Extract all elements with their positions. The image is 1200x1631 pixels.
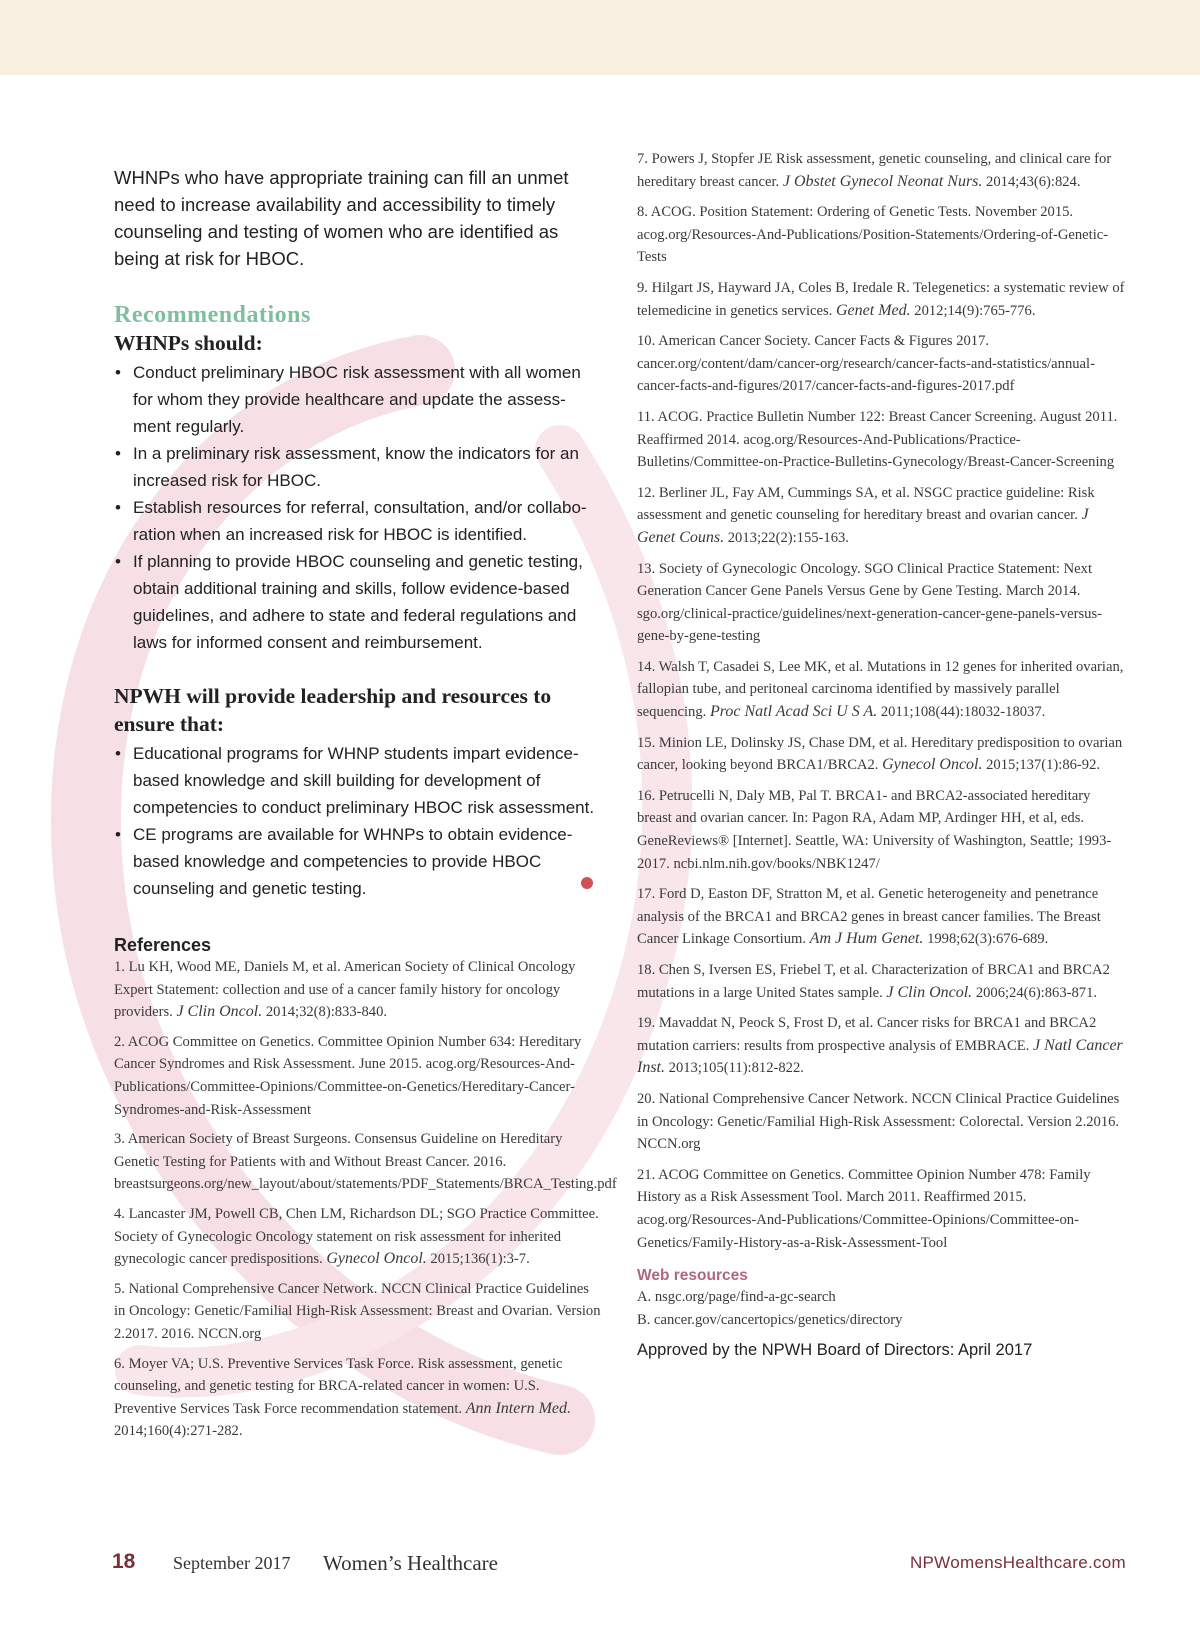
reference-item: 12. Berliner JL, Fay AM, Cummings SA, et al. NSGC practice guideline: Risk assessment and genetic counseling for hereditary breast and ovarian cancer. J Genet Couns. 2013;22(2):155-163.	[637, 484, 1095, 546]
reference-item: 9. Hilgart JS, Hayward JA, Coles B, Iredale R. Telegenetics: a systematic review of telemedicine in genetics services. Genet Med. 2012;14(9):765-776.	[637, 279, 1125, 319]
reference-item: 18. Chen S, Iversen ES, Friebel T, et al. Characterization of BRCA1 and BRCA2 mutations in a large United States sample. J Clin Oncol. 2006;24(6):863-871.	[637, 962, 1110, 1001]
approval-note: Approved by the NPWH Board of Directors: April 2017	[637, 1341, 1033, 1360]
web-resources-heading: Web resources	[637, 1267, 748, 1285]
web-resource-link[interactable]: A. nsgc.org/page/find-a-gc-search	[637, 1289, 836, 1306]
right-column	[637, 148, 1127, 1360]
references-list-right	[637, 148, 1127, 1254]
references-heading: References	[114, 935, 212, 955]
reference-item: 17. Ford D, Easton DF, Stratton M, et al. Genetic heterogeneity and penetrance analysis of the BRCA1 and BRCA2 genes in breast cancer families. The Breast Cancer Linkage Consortium. Am J Hum Genet. 1998;62(3):676-689.	[637, 886, 1101, 948]
list-item: • If planning to provide HBOC counseling and genetic testing, obtain additional training and skills, follow evidence-based guidelines, and adhere to state and federal regulations and laws for informed consent and reimbursement.	[115, 552, 583, 652]
page-footer	[0, 1550, 1200, 1584]
whnp-heading: WHNPs should:	[114, 331, 263, 355]
reference-item: 6. Moyer VA; U.S. Preventive Services Task Force. Risk assessment, genetic counseling, and genetic testing for BRCA-related cancer in women: U.S. Preventive Services Task Force recommendation statement. Ann Intern Med. 2014;160(4):271-282.	[114, 1355, 572, 1440]
left-column	[114, 148, 617, 1450]
reference-item: 15. Minion LE, Dolinsky JS, Chase DM, et al. Hereditary predisposition to ovarian cancer, looking beyond BRCA1/BRCA2. Gynecol Oncol. 2015;137(1):86-92.	[637, 734, 1123, 774]
issue-date: September 2017	[173, 1553, 291, 1573]
page-number: 18	[112, 1550, 136, 1573]
reference-item: 8. ACOG. Position Statement: Ordering of Genetic Tests. November 2015. acog.org/Resources-And-Publications/Position-Statements/Ordering-of-Genetic-Tests	[637, 204, 1109, 266]
end-of-article-dot	[581, 877, 593, 889]
web-resource-link[interactable]: B. cancer.gov/cancertopics/genetics/directory	[637, 1311, 903, 1328]
reference-item: 5. National Comprehensive Cancer Network. NCCN Clinical Practice Guidelines in Oncology: Genetic/Familial High-Risk Assessment: Breast and Ovarian. Version 2.2017. 2016. NCCN.org	[114, 1280, 601, 1342]
npwh-heading: NPWH will provide leadership and resources to ensure that:	[114, 684, 552, 736]
list-item: • Establish resources for referral, consultation, and/or collabo-ration when an increased risk for HBOC is identified.	[115, 498, 587, 544]
references-list-left	[114, 956, 617, 1443]
list-item: • Educational programs for WHNP students impart evidence-based knowledge and skill building for development of competencies to conduct preliminary HBOC risk assessment.	[115, 744, 595, 817]
list-item: • CE programs are available for WHNPs to obtain evidence-based knowledge and competencies to provide HBOC counseling and genetic testing.	[115, 825, 573, 898]
reference-item: 2. ACOG Committee on Genetics. Committee Opinion Number 634: Hereditary Cancer Syndromes and Risk Assessment. June 2015. acog.org/Resources-And-Publications/Committee-Opinions/Committee-on-Genetics/Hereditary-Cancer-Syndromes-and-Risk-Assessment	[114, 1033, 582, 1118]
recommendations-heading: Recommendations	[114, 302, 311, 328]
reference-item: 11. ACOG. Practice Bulletin Number 122: Breast Cancer Screening. August 2011. Reaffirmed 2014. acog.org/Resources-And-Publications/Practice-Bulletins/Committee-on-Practice-Bulletins-Gynecology/Breast-Cancer-Screening	[637, 408, 1118, 471]
publication-name: Women’s Healthcare	[323, 1551, 498, 1575]
top-color-band	[0, 0, 1200, 75]
reference-item: 13. Society of Gynecologic Oncology. SGO Clinical Practice Statement: Next Generation Cancer Gene Panels Versus Gene by Gene Testing. March 2014. sgo.org/clinical-practice/guidelines/next-generation-cancer-gene-panels-versus-gene-by-gene-testing	[637, 560, 1103, 645]
reference-item: 16. Petrucelli N, Daly MB, Pal T. BRCA1- and BRCA2-associated hereditary breast and ovarian cancer. In: Pagon RA, Adam MP, Ardinger HH, et al, eds. GeneReviews® [Internet]. Seattle, WA: University of Washington, Seattle; 1993-2017. ncbi.nlm.nih.gov/books/NBK1247/	[637, 787, 1112, 872]
reference-item: 19. Mavaddat N, Peock S, Frost D, et al. Cancer risks for BRCA1 and BRCA2 mutation carriers: results from prospective analysis of EMBRACE. J Natl Cancer Inst. 2013;105(11):812-822.	[637, 1015, 1123, 1077]
reference-item: 3. American Society of Breast Surgeons. Consensus Guideline on Hereditary Genetic Testing for Patients with and Without Breast Cancer. 2016. breastsurgeons.org/new_layout/about/statements/PDF_Statements/BRCA_Testing.pdf	[114, 1131, 617, 1193]
list-item: • In a preliminary risk assessment, know the indicators for an increased risk for HBOC.	[115, 444, 579, 490]
reference-item: 10. American Cancer Society. Cancer Facts & Figures 2017. cancer.org/content/dam/cancer-org/research/cancer-facts-and-statistics/annual-cancer-facts-and-figures/2017/cancer-facts-and-figures-2017.pdf	[637, 333, 1095, 395]
npwh-list	[114, 740, 602, 902]
list-item: • Conduct preliminary HBOC risk assessment with all women for whom they provide healthcare and update the assess-ment regularly.	[115, 363, 581, 436]
intro-paragraph: WHNPs who have appropriate training can fill an unmet need to increase availability and accessibility to timely counseling and testing of women who are identified as being at risk for HBOC.	[114, 167, 569, 269]
reference-item: 14. Walsh T, Casadei S, Lee MK, et al. Mutations in 12 genes for inherited ovarian, fallopian tube, and peritoneal carcinoma identified by massively parallel sequencing. Proc Natl Acad Sci U S A. 2011;108(44):18032-18037.	[637, 658, 1124, 721]
reference-item: 20. National Comprehensive Cancer Network. NCCN Clinical Practice Guidelines in Oncology: Genetic/Familial High-Risk Assessment: Colorectal. Version 2.2016. NCCN.org	[637, 1090, 1120, 1153]
reference-item: 4. Lancaster JM, Powell CB, Chen LM, Richardson DL; SGO Practice Committee. Society of Gynecologic Oncology statement on risk assessment for inherited gynecologic cancer predispositions. Gynecol Oncol. 2015;136(1):3-7.	[114, 1205, 599, 1268]
whnp-list	[114, 359, 602, 656]
web-resources-list	[637, 1286, 1127, 1331]
website-url[interactable]: NPWomensHealthcare.com	[909, 1553, 1126, 1572]
reference-item: 21. ACOG Committee on Genetics. Committee Opinion Number 478: Family History as a Risk Assessment Tool. March 2011. Reaffirmed 2015. acog.org/Resources-And-Publications/Committee-Opinions/Committee-on-Genetics/Family-History-as-a-Risk-Assessment-Tool	[637, 1166, 1091, 1251]
reference-item: 7. Powers J, Stopfer JE Risk assessment, genetic counseling, and clinical care for hereditary breast cancer. J Obstet Gynecol Neonat Nurs. 2014;43(6):824.	[637, 151, 1112, 190]
reference-item: 1. Lu KH, Wood ME, Daniels M, et al. American Society of Clinical Oncology Expert Statement: collection and use of a cancer family history for oncology providers. J Clin Oncol. 2014;32(8):833-840.	[114, 959, 576, 1021]
